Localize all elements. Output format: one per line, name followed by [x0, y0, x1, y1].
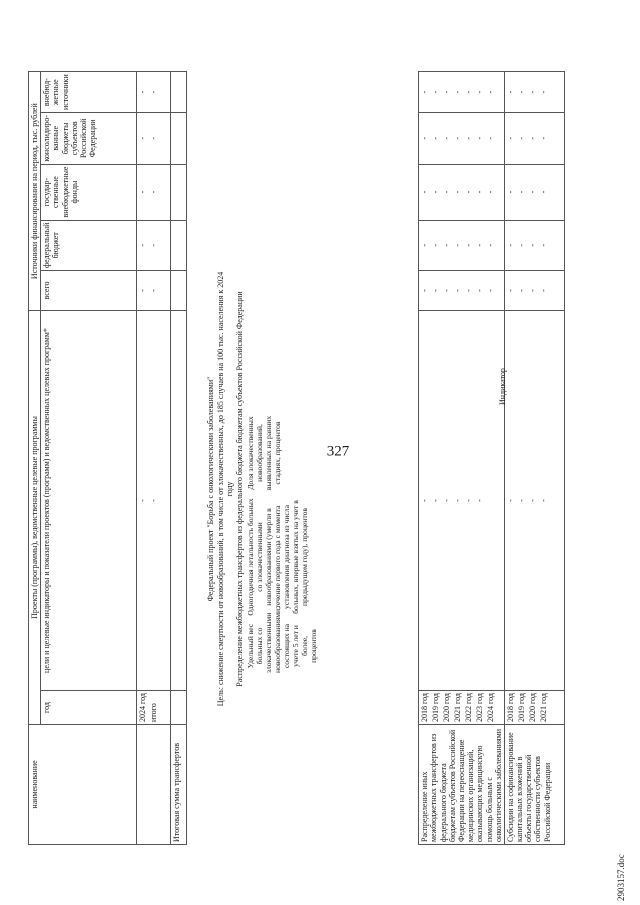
row-name: Распределение иных межбюджетных трансфертов из федерального бюджета бюджетам субъектов Российской Федерации на переоснащение медицинских организаций, оказывающих медицинскую помощь больным с онкологическими заболеваниями	[419, 725, 505, 845]
header-federal: федеральный бюджет	[41, 220, 137, 270]
header-total: всего	[41, 271, 137, 311]
row-name: Субсидии на софинансирование капитальных вложений в объекты государственной собственности субъектов Российской Федерации	[504, 725, 564, 845]
indicator-item: Удельный вес больных со злокачественными новообразованиями, состоящих на учете 5 лет и более, процентов	[246, 606, 318, 673]
table-row	[171, 72, 187, 845]
header-goals: цели и целевые индикаторы и показатели проектов (программ) и ведомственных целевых программ*	[41, 311, 137, 691]
header-name: наименование	[29, 725, 137, 845]
indicator-item: Доля злокачественных новообразований, выявленных на ранних стадиях, процентов	[246, 415, 282, 491]
header-extrabudget: внебюд-жетные источники	[41, 72, 137, 113]
table-row: Субсидии на софинансирование капитальных вложений в объекты государственной собственности субъектов Российской Федерации 2018 год 2019 год 2020 год 2021 год - - - - - - - - - - - - - - - - - - - - - - - -	[504, 72, 564, 845]
table-row: Распределение иных межбюджетных трансфертов из федерального бюджета бюджетам субъектов Российской Федерации на переоснащение медицинских организаций, оказывающих медицинскую помощь больным с онкологическими заболеваниями 2018 год 2019 год 2020 год 2021 год 2022 год 2023 год 2024 год - - - - - - - - - - - - - - - - - - - - - - - - - - - - - - - - - - - - - - - - -	[419, 72, 505, 845]
table-row: 2024 год итого - - - - - - - - - - - -	[137, 72, 171, 845]
header-projects: Проекты (программы), ведомственные целевые программы	[29, 311, 41, 725]
row-name	[137, 725, 171, 845]
header-consolidated: консолидиро-ванные бюджеты субъектов Российской Федерации	[41, 113, 137, 165]
row-name: Итоговая сумма трансфертов	[171, 725, 187, 845]
header-state-funds: государ-ственные внебюджетные фонды	[41, 164, 137, 220]
project-title: Федеральный проект "Борьба с онкологическими заболеваниями"	[206, 376, 215, 602]
header-year: год	[41, 691, 137, 725]
row-years: 2018 год 2019 год 2020 год 2021 год 2022 год 2023 год 2024 год	[419, 691, 505, 725]
financing-table	[28, 71, 565, 845]
row-years: 2024 год итого	[137, 691, 171, 725]
federal-project-block	[205, 269, 245, 709]
indicator-item: Одногодичная летальность больных со злокачественными новообразованиями (умерли в течение первого года с момента установления диагноза из числа больных, впервые взятых на учет в предыдущем году), процентов	[246, 498, 309, 616]
row-years: 2018 год 2019 год 2020 год 2021 год	[504, 691, 564, 725]
project-goal: Цель: снижение смертности от новообразований, в том числе от злокачественных, до 185 случаев на 100 тыс. населения к 2024 году	[216, 271, 234, 707]
footer-filename: 2903157.doc	[616, 854, 626, 901]
page-number: 327	[326, 443, 350, 460]
indicator-label: Индикатор	[498, 368, 507, 405]
project-distribution: Распределение межбюджетных трансфертов из федерального бюджета бюджетам субъектов Российской Федерации	[235, 291, 244, 687]
header-funding: Источники финансирования на период, тыс. рублей	[29, 72, 41, 311]
